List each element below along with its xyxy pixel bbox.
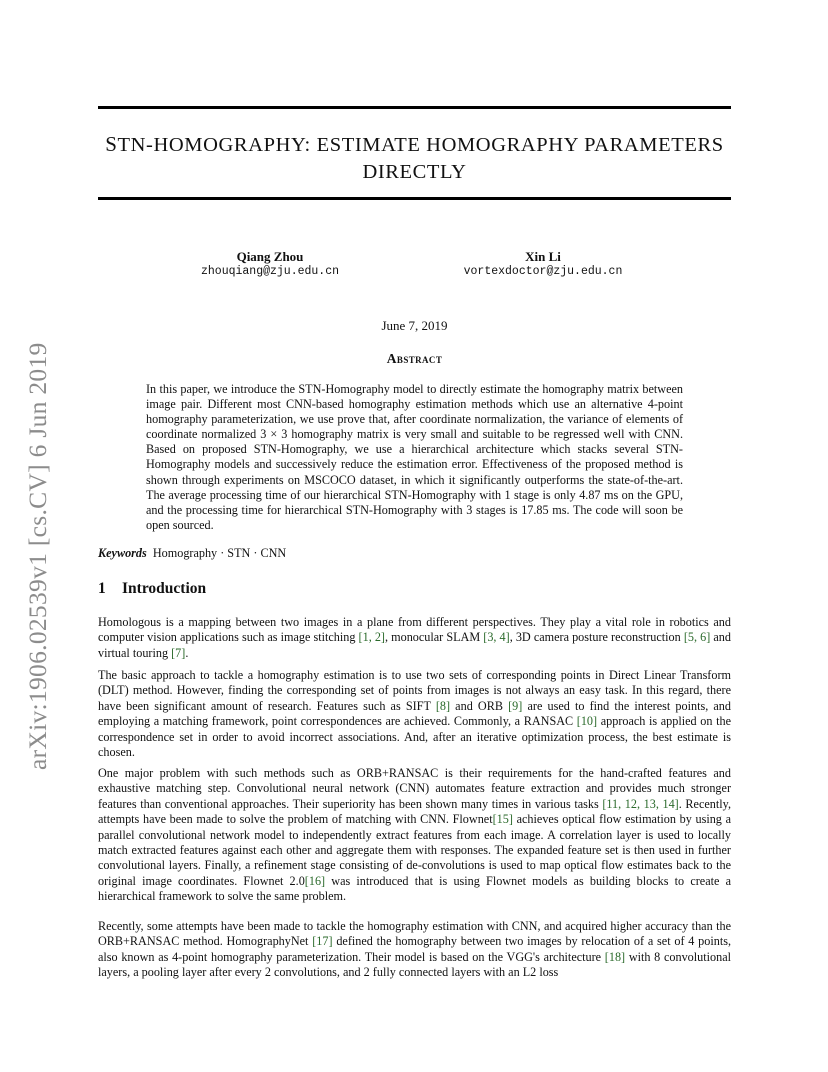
text-run: with 8 convolutional layers, a pooling layer after every 2 convolutions, and 2 fully connected layers with an L2 loss	[98, 949, 732, 980]
text-run: defined the homography between two images by relocation of a set of 4 points, also known as 4-point homography parameterization. Their model is based on the VGG's architecture	[98, 934, 732, 964]
citation-link[interactable]: [9]	[508, 698, 523, 713]
citation-link[interactable]: [15]	[492, 812, 513, 827]
text-run: achieves optical flow estimation by using a parallel convolutional network model to independently extract features from each image. A correlation layer is used to locally match extracted features against each other and aggregate them with responses. The expanded feature set is then used in further convolutional layers. Finally, a refinement stage consisting of de-convolutions is used to map optical flow estimates back to the original image coordinates. Flownet 2.0	[98, 812, 731, 888]
text-run: , 3D camera posture reconstruction	[509, 630, 684, 645]
keywords	[98, 546, 731, 561]
section-title: Introduction	[122, 580, 207, 597]
text-run: The basic approach to tackle a homography estimation is to use two sets of corresponding points in Direct Linear Transform (DLT) method. However, finding the corresponding set of points from images is not always an easy task. In this regard, there have been significant amount of research. Features such as SIFT	[98, 668, 731, 713]
body-paragraph	[98, 919, 731, 981]
text-run: approach is applied on the correspondence set in order to avoid incorrect associations. And, after an iterative optimization process, the best estimate is chosen.	[98, 714, 731, 760]
text-run: and virtual touring	[98, 630, 731, 660]
citation-link[interactable]: [8]	[435, 698, 451, 713]
section-heading	[98, 580, 206, 598]
citation-link[interactable]: [5, 6]	[683, 630, 711, 645]
text-run: Recently, some attempts have been made to tackle the homography estimation with CNN, and acquired higher accuracy than the ORB+RANSAC method. HomographyNet	[98, 919, 731, 949]
author-block	[413, 249, 673, 279]
text-run: was introduced that is using Flownet models as building blocks to create a hierarchical framework to solve the same problem.	[98, 873, 731, 904]
title-rule-bottom	[98, 197, 731, 200]
author-block	[140, 249, 400, 279]
keywords-list: Homography · STN · CNN	[152, 546, 287, 560]
paper-title-line-1	[98, 130, 731, 159]
title-part-c: : ESTIMATE HOMOGRAPHY PARAMETERS	[304, 134, 724, 156]
author-name: Qiang Zhou	[236, 249, 304, 264]
citation-link[interactable]: [17]	[312, 934, 333, 949]
citation-link[interactable]: [3, 4]	[483, 630, 510, 645]
abstract-heading: Abstract	[386, 351, 443, 366]
citation-link[interactable]: [11, 12, 13, 14]	[602, 796, 679, 811]
author-email[interactable]: vortexdoctor@zju.edu.cn	[463, 265, 623, 278]
title-rule-top	[98, 106, 731, 109]
title-part-a: TN-H	[117, 134, 169, 156]
keywords-label: Keywords	[98, 546, 147, 560]
citation-link[interactable]: [1, 2]	[358, 630, 385, 645]
section-number: 1	[98, 580, 106, 597]
body-paragraph	[98, 668, 731, 760]
author-name: Xin Li	[525, 249, 561, 264]
text-run: One major problem with such methods such as ORB+RANSAC is their requirements for the hand-crafted features and exhaustive matching step. Convolutional neural network (CNN) automates feature extraction and provides much stronger features than conventional approaches. Their superiority has been shown many times in various tasks	[98, 766, 731, 811]
paper-date: June 7, 2019	[381, 318, 448, 333]
text-run: , monocular SLAM	[384, 630, 484, 645]
body-paragraph	[98, 615, 731, 661]
body-paragraph	[98, 766, 731, 905]
title-cap-s: S	[105, 132, 118, 156]
citation-link[interactable]: [16]	[304, 873, 326, 888]
author-email[interactable]: zhouqiang@zju.edu.cn	[200, 265, 340, 278]
arxiv-identifier[interactable]: arXiv:1906.02539v1 [cs.CV] 6 Jun 2019	[23, 342, 52, 770]
citation-link[interactable]: [18]	[604, 949, 626, 964]
text-run: and ORB	[450, 698, 509, 713]
title-part-b: OMOGRAPHY	[168, 134, 305, 156]
text-run: . Recently, attempts have been made to solve the problem of matching with CNN. Flownet	[98, 796, 731, 827]
citation-link[interactable]: [7]	[171, 645, 186, 660]
text-run: .	[185, 645, 189, 660]
paper-title-line-2: DIRECTLY	[362, 161, 467, 183]
abstract-text: In this paper, we introduce the STN-Homography model to directly estimate the homography matrix between image pair. Different most CNN-based homography estimation methods which use an alternative 4-point homography parameterization, we use prove that, after coordinate normalization, the variance of elements of coordinate normalized 3 × 3 homography matrix is very small and suitable to be regressed well with CNN. Based on proposed STN-Homography, we use a hierarchical architecture which stacks several STN-Homography models and successively reduce the estimation error. Effectiveness of the proposed method is shown through experiments on MSCOCO dataset, in which it significantly outperforms the state-of-the-art. The average processing time of our hierarchical STN-Homography with 1 stage is only 4.87 ms on the GPU, and the processing time for hierarchical STN-Homography with 3 stages is 17.85 ms. The code will soon be open sourced.	[146, 382, 683, 532]
text-run: are used to find the interest points, and employing a matching framework, point correspondences are achieved. Commonly, a RANSAC	[98, 698, 731, 729]
text-run: Homologous is a mapping between two images in a plane from different perspectives. They play a vital role in robotics and computer vision applications such as image stitching	[98, 615, 731, 645]
citation-link[interactable]: [10]	[576, 714, 598, 729]
